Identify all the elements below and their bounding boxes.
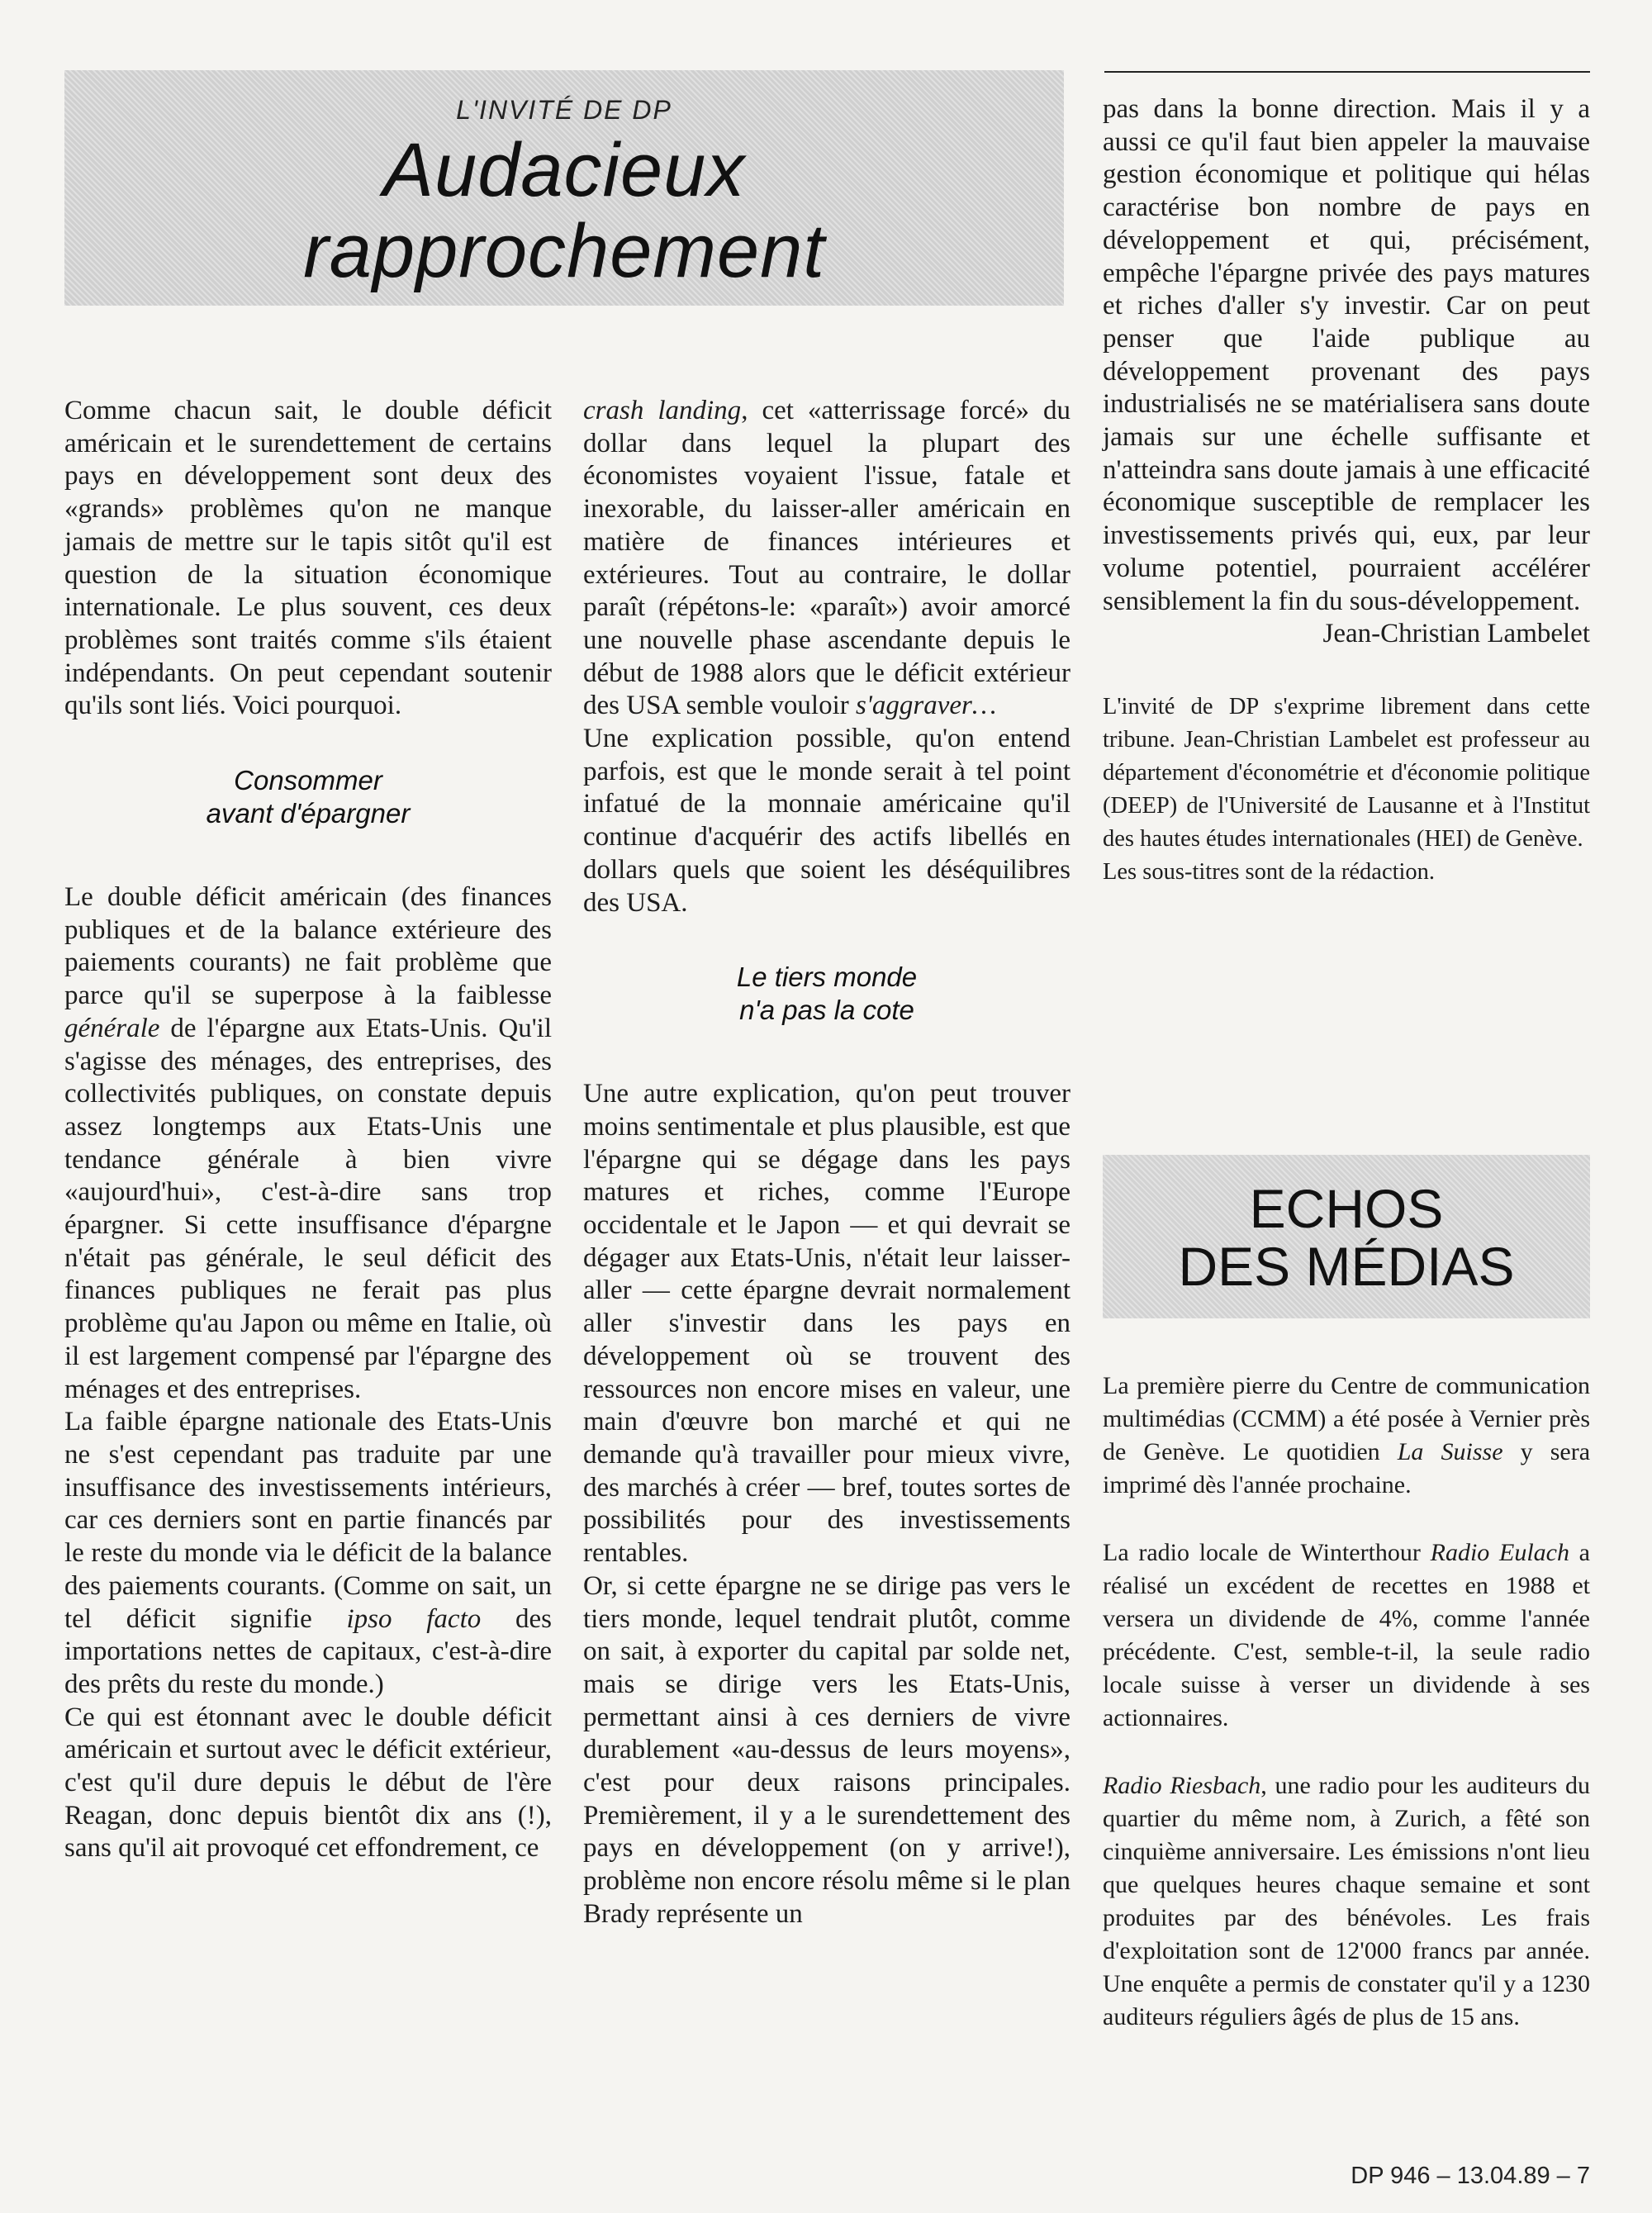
echos-header-box — [1103, 1155, 1590, 1318]
echos-items — [1103, 1370, 1590, 2068]
column-2 — [583, 395, 1070, 1931]
headline-line-1: Audacieux — [382, 128, 746, 212]
column-rule — [1104, 71, 1590, 73]
paragraph-etonnant: Ce qui est étonnant avec le double déficit américain et surtout avec le déficit extérieur, c'est qu'il dure depuis le début de l'ère Reagan, donc depuis bientôt dix ans (!), sans qu'il ait provoqué cet effondrement, ce — [64, 1702, 552, 1864]
intro-paragraph: Comme chacun sait, le double déficit américain et le surendettement de certains pays en développement sont deux des «grands» problèmes qu'on ne manque jamais de mettre sur le tapis sitôt qu'il est question de la situation économique internationale. Le plus souvent, ces deux problèmes sont traités comme s'ils étaient indépendants. On peut cependant soutenir qu'ils sont liés. Voici pourquoi. — [64, 396, 552, 721]
paragraph-epargne-nationale — [64, 1406, 552, 1701]
page-folio: DP 946 – 13.04.89 – 7 — [1351, 2163, 1590, 2189]
emphasis: crash landing — [583, 396, 742, 425]
author-signature: Jean-Christian Lambelet — [1322, 619, 1590, 649]
subhead-line-1: Consommer — [234, 765, 382, 796]
text-run: La radio locale de Winterthour — [1103, 1539, 1431, 1566]
column-1 — [64, 395, 552, 1865]
echos-item-radio-riesbach — [1103, 1769, 1590, 2034]
echos-title-line-2: DES MÉDIAS — [1178, 1236, 1515, 1297]
text-run: a réalisé un excédent de recettes en 1988 et versera un dividende de 4%, comme l'année précédente. C'est, semble-t-il, la seule radio locale suisse à verser un dividende à ses actionnaires. — [1103, 1539, 1590, 1731]
text-run: La première pierre du Centre de communication multimédias (CCMM) a été posée à Vernier près de Genève. Le quotidien — [1103, 1372, 1590, 1465]
text-run: de l'épargne aux Etats-Unis. Qu'il s'agisse des ménages, des entreprises, des collectivités publiques, on constate depuis assez longtemps aux Etats-Unis une tendance générale à bien vivre «aujourd'hui», c'est-à-dire sans trop épargner. Si cette insuffisance d'épargne n'était pas générale, le seul déficit des finances publiques ne ferait pas plus problème qu'au Japon ou même en Italie, où il est largement compensé par l'épargne des ménages et des entreprises. — [64, 1013, 552, 1404]
kicker: L'INVITÉ DE DP — [456, 95, 672, 125]
text-run: Le double déficit américain (des finances publiques et de la balance extérieure des paiements courants) ne fait problème que parce qu'il se superpose à la faiblesse — [64, 882, 552, 1011]
subhead-line-1: Le tiers monde — [736, 962, 918, 993]
author-note-text: L'invité de DP s'exprime librement dans cette tribune. Jean-Christian Lambelet est professeur au département d'économétrie et d'économie politique (DEEP) de l'Université de Lausanne et à l'Institut des hautes études internationales (HEI) de Genève. — [1103, 693, 1590, 852]
column-3 — [1103, 93, 1590, 889]
headline-line-2: rapprochement — [303, 209, 825, 293]
text-run: , une radio pour les auditeurs du quartier du même nom, à Zurich, a fêté son cinquième anniversaire. Les émissions n'ont lieu que quelques heures chaque semaine et sont produites par des bénévoles. Les frais d'exploitation sont de 12'000 francs par année. Une enquête a permis de constater qu'il y a 1230 auditeurs réguliers âgés de plus de 15 ans. — [1103, 1772, 1590, 2030]
paragraph-double-deficit — [64, 881, 552, 1406]
paragraph-autre-explication: Une autre explication, qu'on peut trouver moins sentimentale et plus plausible, est que l'épargne qui se dégage dans les pays matures et riches, comme l'Europe occidentale et le Japon — et qui devrait se dégager aux Etats-Unis, n'était leur laisser-aller — cette épargne devrait normalement aller s'investir dans les pays en développement où se trouvent des ressources non encore mises en valeur, une main d'œuvre bon marché et qui ne demande qu'à travailler pour mieux vivre, des marchés à créer — bref, toutes sortes de possibilités pour des investissements rentables. — [583, 1079, 1070, 1569]
text-run: y sera imprimé dès l'année prochaine. — [1103, 1438, 1591, 1498]
echos-item-ccmm — [1103, 1370, 1590, 1502]
echos-item-radio-eulach — [1103, 1536, 1590, 1735]
echos-title — [1103, 1180, 1590, 1295]
emphasis: ipso facto — [346, 1603, 482, 1634]
emphasis: s'aggraver… — [855, 691, 997, 721]
emphasis: Radio Riesbach — [1103, 1772, 1261, 1799]
echos-title-line-1: ECHOS — [1249, 1178, 1444, 1239]
subhead-tiers-monde — [583, 961, 1070, 1027]
subhead-consommer — [64, 764, 552, 830]
headline — [64, 130, 1064, 292]
paragraph-bonne-direction: pas dans la bonne direction. Mais il y a aussi ce qu'il faut bien appeler la mauvaise gestion économique et politique qui hélas caractérise bon nombre de pays en développement et qui, précisément, empêche l'épargne privée des pays matures et riches d'aller s'y investir. Car on peut penser que l'aide publique au développement provenant des pays industrialisés ne se matérialisera sans doute jamais sur une échelle suffisante et n'atteindra sans doute jamais à une efficacité économique susceptible de remplacer les investissements privés qui, eux, par leur volume potentiel, pourraient accélérer sensiblement la fin du sous-développement. — [1103, 94, 1590, 616]
paragraph-explication-possible: Une explication possible, qu'on entend parfois, est que le monde serait à tel point infatué de la monnaie américaine qu'il continue d'acquérir des actifs libellés en dollars quels que soient les déséquilibres des USA. — [583, 724, 1070, 918]
subhead-line-2: avant d'épargner — [206, 798, 411, 829]
paragraph-crash-landing — [583, 395, 1070, 723]
emphasis: générale — [64, 1013, 160, 1043]
editor-note: Les sous-titres sont de la rédaction. — [1103, 858, 1436, 885]
masthead-box — [64, 70, 1064, 306]
emphasis: La Suisse — [1397, 1438, 1503, 1465]
author-note — [1103, 691, 1590, 889]
paragraph-or-si: Or, si cette épargne ne se dirige pas vers le tiers monde, lequel tendrait plutôt, comme on sait, à exporter du capital par solde net, mais se dirige vers les Etats-Unis, permettant ainsi à ces derniers de vivre durablement «au-dessus de leurs moyens», c'est pour deux raisons principales. Premièrement, il y a le surendettement des pays en développement (on y arrive!), problème non encore résolu même si le plan Brady représente un — [583, 1570, 1070, 1929]
emphasis: Radio Eulach — [1430, 1539, 1569, 1566]
subhead-line-2: n'a pas la cote — [739, 995, 914, 1026]
text-run: des importations nettes de capitaux, c'est-à-dire des prêts du reste du monde.) — [64, 1603, 552, 1699]
text-run: La faible épargne nationale des Etats-Unis ne s'est cependant pas traduite par une insuffisance des investissements intérieurs, car ces derniers sont en partie financés par le reste du monde via le déficit de la balance des paiements courants. (Comme on sait, un tel déficit signifie — [64, 1407, 552, 1634]
text-run: , cet «atterrissage forcé» du dollar dans lequel la plupart des économistes voyaient l'issue, fatale et inexorable, du laisser-aller américain en matière de finances intérieures et extérieures. Tout au contraire, le dollar paraît (répétons-le: «paraît») avoir amorcé une nouvelle phase ascendante depuis le début de 1988 alors que le déficit extérieur des USA semble vouloir — [583, 396, 1070, 721]
